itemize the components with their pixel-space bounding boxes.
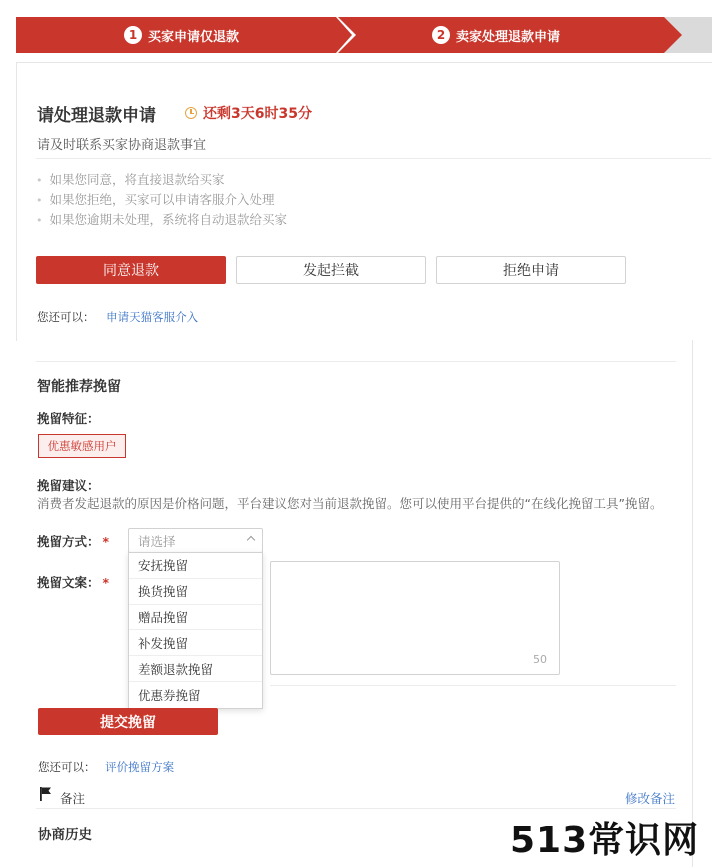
dropdown-option[interactable]: 优惠券挽留 bbox=[138, 687, 201, 703]
retention-card-border bbox=[692, 340, 693, 867]
step-2 bbox=[432, 17, 560, 53]
also-can-row-2 bbox=[38, 759, 174, 775]
watermark: 513常识网 bbox=[510, 820, 700, 861]
reject-button[interactable]: 拒绝申请 bbox=[436, 256, 626, 284]
also-can-label: 您还可以： bbox=[37, 310, 95, 324]
submit-retention-button[interactable]: 提交挽留 bbox=[38, 708, 218, 735]
notes-label: 备注 bbox=[60, 791, 86, 806]
divider bbox=[36, 808, 676, 809]
retention-title: 智能推荐挽留 bbox=[37, 379, 121, 395]
copy-label-row bbox=[37, 573, 109, 591]
tips-list bbox=[36, 170, 287, 230]
divider bbox=[36, 158, 711, 159]
edit-note-link[interactable]: 修改备注 bbox=[625, 791, 676, 806]
dropdown-option[interactable]: 补发挽留 bbox=[129, 630, 262, 656]
countdown-text: 还剩3天6时35分 bbox=[203, 106, 312, 122]
dropdown-option[interactable]: 差额退款挽留 bbox=[129, 656, 262, 682]
dropdown-option[interactable]: 安抚挽留 bbox=[129, 553, 262, 579]
method-placeholder: 请选择 bbox=[138, 533, 176, 549]
dropdown-option[interactable]: 赠品挽留 bbox=[129, 605, 262, 631]
agree-refund-button[interactable]: 同意退款 bbox=[36, 256, 226, 284]
required-mark: * bbox=[102, 534, 110, 549]
tip-item: • 如果您逾期未处理，系统将自动退款给买家 bbox=[36, 210, 287, 230]
history-title: 协商历史 bbox=[38, 827, 92, 843]
step-2-label: 卖家处理退款申请 bbox=[456, 29, 561, 45]
page-title: 请处理退款申请 bbox=[37, 106, 156, 126]
progress-steps bbox=[16, 17, 712, 53]
method-label-row bbox=[37, 532, 109, 550]
copy-textarea[interactable] bbox=[270, 561, 560, 675]
suggest-label: 挽留建议： bbox=[37, 478, 100, 493]
also-can-label: 您还可以： bbox=[38, 760, 96, 774]
tip-item: • 如果您同意，将直接退款给买家 bbox=[36, 170, 287, 190]
intercept-button[interactable]: 发起拦截 bbox=[236, 256, 426, 284]
rate-plan-link[interactable]: 评价挽留方案 bbox=[105, 760, 175, 774]
method-select[interactable] bbox=[128, 528, 263, 553]
step-1 bbox=[124, 17, 239, 53]
divider bbox=[36, 361, 676, 362]
copy-label: 挽留文案： bbox=[37, 575, 100, 590]
char-counter: 50 bbox=[533, 653, 547, 666]
feature-label: 挽留特征： bbox=[37, 411, 100, 426]
required-mark: * bbox=[102, 575, 110, 590]
also-can-row bbox=[37, 309, 198, 325]
chevron-up-icon bbox=[247, 536, 255, 544]
tmall-service-link[interactable]: 申请天猫客服介入 bbox=[106, 310, 199, 324]
flag-icon bbox=[40, 787, 52, 801]
countdown-timer bbox=[185, 103, 312, 123]
method-dropdown bbox=[128, 552, 263, 709]
step-1-label: 买家申请仅退款 bbox=[148, 29, 240, 45]
step-1-number: 1 bbox=[124, 26, 142, 44]
step-2-number: 2 bbox=[432, 26, 450, 44]
suggest-text: 消费者发起退款的原因是价格问题，平台建议您对当前退款挽留。您可以使用平台提供的“在线化挽留工具”挽留。 bbox=[37, 496, 663, 511]
feature-tag: 优惠敏感用户 bbox=[38, 434, 126, 458]
dropdown-option[interactable]: 换货挽留 bbox=[129, 579, 262, 605]
tip-item: • 如果您拒绝，买家可以申请客服介入处理 bbox=[36, 190, 287, 210]
method-label: 挽留方式： bbox=[37, 534, 100, 549]
page-subtitle: 请及时联系买家协商退款事宜 bbox=[37, 138, 207, 153]
divider bbox=[270, 685, 676, 686]
clock-icon bbox=[185, 107, 197, 119]
